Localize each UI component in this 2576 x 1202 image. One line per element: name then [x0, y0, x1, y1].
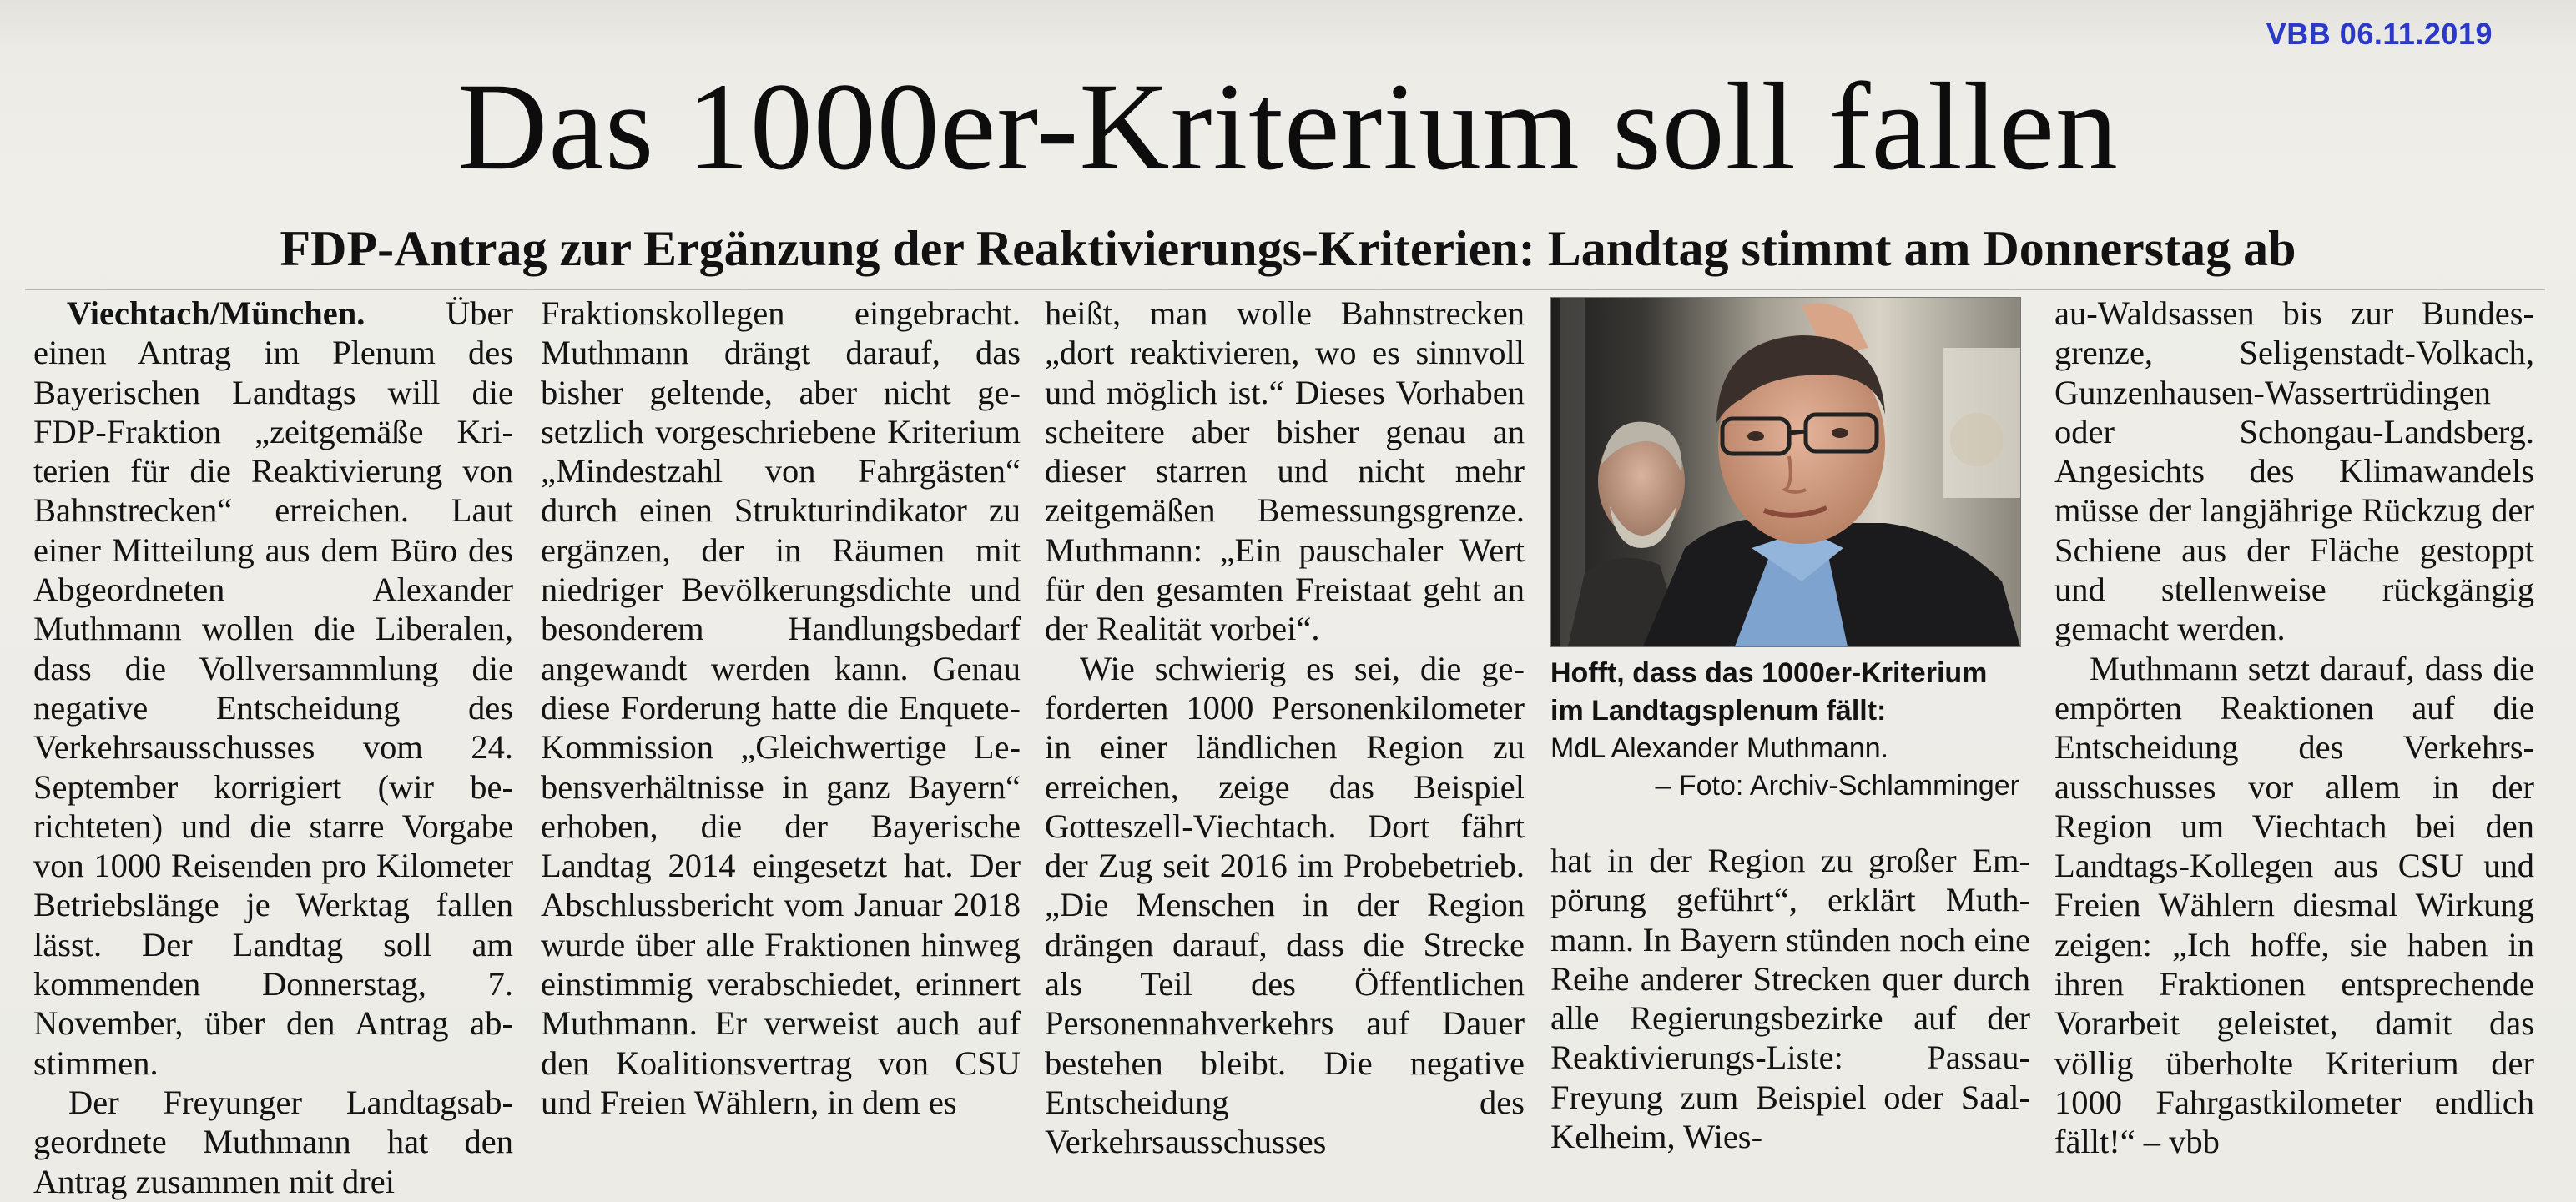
photo-illustration: [1551, 298, 2020, 646]
paragraph: [33, 294, 513, 1083]
news-photo: [1550, 297, 2021, 647]
paragraph: Der Freyunger Landtagsabgeordnete Muthmann hat den Antrag zusammen mit drei: [33, 1083, 513, 1200]
photo-credit: – Foto: Archiv-Schlamminger: [1655, 770, 2019, 802]
bleed-through-text: [634, 0, 1552, 25]
header-rule: [25, 289, 2545, 290]
paragraph-text: Über einen Antrag im Plenum des Bayerischen Landtags will die FDP-Fraktion „zeitgemäße Kriterien für die Reaktivierung von Bahnstrecken“ erreichen. Laut einer Mitteilung aus dem Büro des Abgeordneten Alexander Muthmann wollen die Liberalen, dass die Vollversammlung die negative Entscheidung des Verkehrsausschusses vom 24. September korrigiert (wir berichteten) und die starre Vorgabe von 1000 Reisenden pro Kilometer Betriebslänge je Werktag fallen lässt. Der Landtag soll am kommenden Donnerstag, 7. November, über den Antrag abstimmen.: [33, 294, 513, 1082]
subheadline: FDP-Antrag zur Ergänzung der Reaktivierungs-Kriterien: Landtag stimmt am Donnerstag ab: [280, 221, 2296, 276]
article-column-4: [1550, 841, 2030, 1156]
caption-person: MdL Alexander Muthmann.: [1550, 732, 1889, 764]
archive-stamp: VBB 06.11.2019: [2266, 17, 2493, 51]
paragraph: heißt, man wolle Bahnstrecken „dort reaktivieren, wo es sinnvoll und möglich ist.“ Dieses Vorhaben scheitere aber bisher genau an dieser starren und nicht mehr zeitgemäßen Bemessungsgrenze. Muthmann: „Ein pauschaler Wert für den gesamten Freistaat geht an der Realität vorbei“.: [1045, 294, 1525, 648]
article-column-2: [541, 294, 1021, 1122]
photo-caption: [1550, 655, 2026, 805]
paragraph: Wie schwierig es sei, die geforderten 1000 Personenkilometer in einer ländlichen Region zu erreichen, zeige das Beispiel Gotteszell-Viechtach. Dort fährt der Zug seit 2016 im Probebetrieb. „Die Menschen in der Region drängen darauf, dass die Strecke als Teil des Öffentlichen Personennahverkehrs auf Dauer bestehen bleibt. Die negative Entscheidung des Verkehrsausschusses: [1045, 649, 1525, 1161]
paragraph: au-Waldsassen bis zur Bundesgrenze, Seligenstadt-Volkach, Gunzenhausen-Wassertrüdingen oder Schongau-Landsberg. Angesichts des Klimawandels müsse der langjährige Rückzug der Schiene aus der Fläche gestoppt und stellenweise rückgängig gemacht werden.: [2054, 294, 2534, 648]
paragraph: hat in der Region zu großer Empörung geführt“, erklärt Muthmann. In Bayern stünden noch eine Reihe anderer Strecken quer durch alle Regierungsbezirke auf der Reaktivierungs-Liste: Passau-Freyung zum Beispiel oder Saal-Kelheim, Wies-: [1550, 842, 2030, 1156]
paragraph: Fraktionskollegen eingebracht. Muthmann drängt darauf, das bisher geltende, aber nicht gesetzlich vorgeschriebene Kriterium „Mindestzahl von Fahrgästen“ durch einen Strukturindikator zu ergänzen, der in Räumen mit niedriger Bevölkerungsdichte und besonderem Handlungsbedarf angewandt werden kann. Genau diese Forderung hatte die Enquete-Kommission „Gleichwertige Lebensverhältnisse in ganz Bayern“ erhoben, die der Bayerische Landtag 2014 eingesetzt hat. Der Abschlussbericht vom Januar 2018 wurde über alle Fraktionen hinweg einstimmig verabschiedet, erinnert Muthmann. Er verweist auch auf den Koalitionsvertrag von CSU und Freien Wählern, in dem es: [541, 294, 1021, 1121]
caption-headline: Hofft, dass das 1000er-Kriterium im Landtagsplenum fällt:: [1550, 657, 1988, 727]
headline: Das 1000er-Kriterium soll fallen: [457, 58, 2119, 196]
paragraph: Muthmann setzt darauf, dass die empörten Reaktionen auf die Entscheidung des Verkehrsausschusses vor allem in der Region um Viechtach bei den Landtags-Kollegen aus CSU und Freien Wählern diesmal Wirkung zeigen: „Ich hoffe, sie haben in ihren Fraktionen entsprechende Vorarbeit geleistet, damit das völlig überholte Kriterium der 1000 Fahrgastkilometer endlich fällt!“ – vbb: [2054, 649, 2534, 1161]
article-column-3: [1045, 294, 1525, 1162]
article-column-1: [33, 294, 513, 1201]
dateline: Viechtach/München.: [67, 294, 365, 332]
article-column-5: [2054, 294, 2534, 1162]
